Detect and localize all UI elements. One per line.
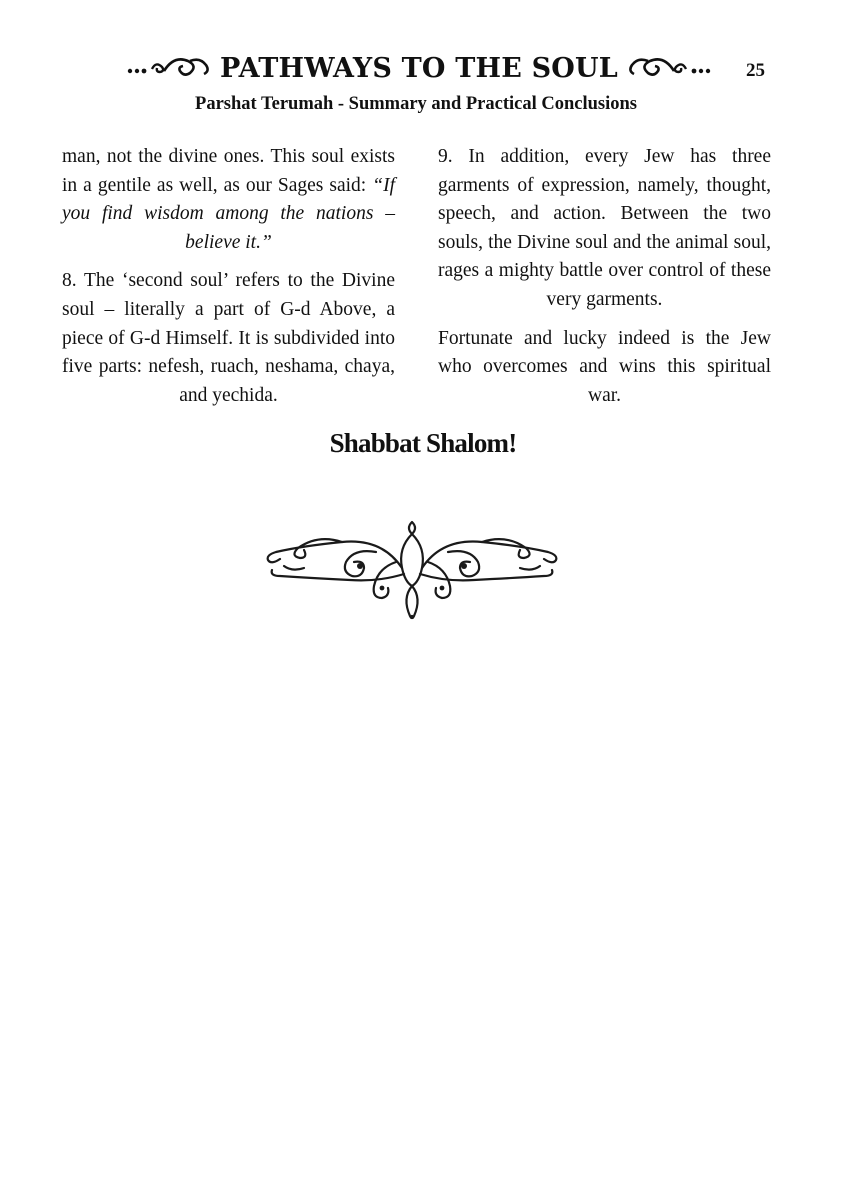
header-ornament-left-icon xyxy=(126,53,214,83)
chapter-subtitle: Parshat Terumah - Summary and Practical Conclusions xyxy=(195,94,637,114)
right-column xyxy=(438,143,771,420)
sages-quote: “If you find wisdom among the nations – believe it.” xyxy=(62,174,395,253)
right-paragraph-1: 9. In addition, every Jew has three garments of expression, namely, thought, speech, and action. Between the two souls, the Divine soul and the animal soul, rages a mighty battle over control of these very garments. xyxy=(438,146,771,310)
header-swirl-left-icon xyxy=(126,53,214,77)
header-swirl-right-icon xyxy=(624,53,712,77)
header-ornament-right-icon xyxy=(624,53,712,83)
running-header xyxy=(0,48,846,88)
closing-greeting: Shabbat Shalom! xyxy=(329,428,517,458)
left-paragraph-1 xyxy=(62,143,395,257)
header-title-group xyxy=(124,48,714,88)
page-number: 25 xyxy=(746,60,765,81)
scroll-flourish-divider-icon xyxy=(264,518,560,620)
left-column xyxy=(62,143,395,420)
right-paragraph-2: Fortunate and lucky indeed is the Jew who overcomes and wins this spiritual war. xyxy=(438,327,771,406)
left-paragraph-2: 8. The ‘second soul’ refers to the Divine soul – literally a part of G-d Above, a piece of G-d Himself. It is subdivided into five parts: nefesh, ruach, neshama, chaya, and yechida. xyxy=(62,270,395,406)
left-paragraph-1-text: man, not the divine ones. This soul exists in a gentile as well, as our Sages said: xyxy=(62,146,395,196)
header-title: PATHWAYS TO THE SOUL xyxy=(220,52,618,84)
